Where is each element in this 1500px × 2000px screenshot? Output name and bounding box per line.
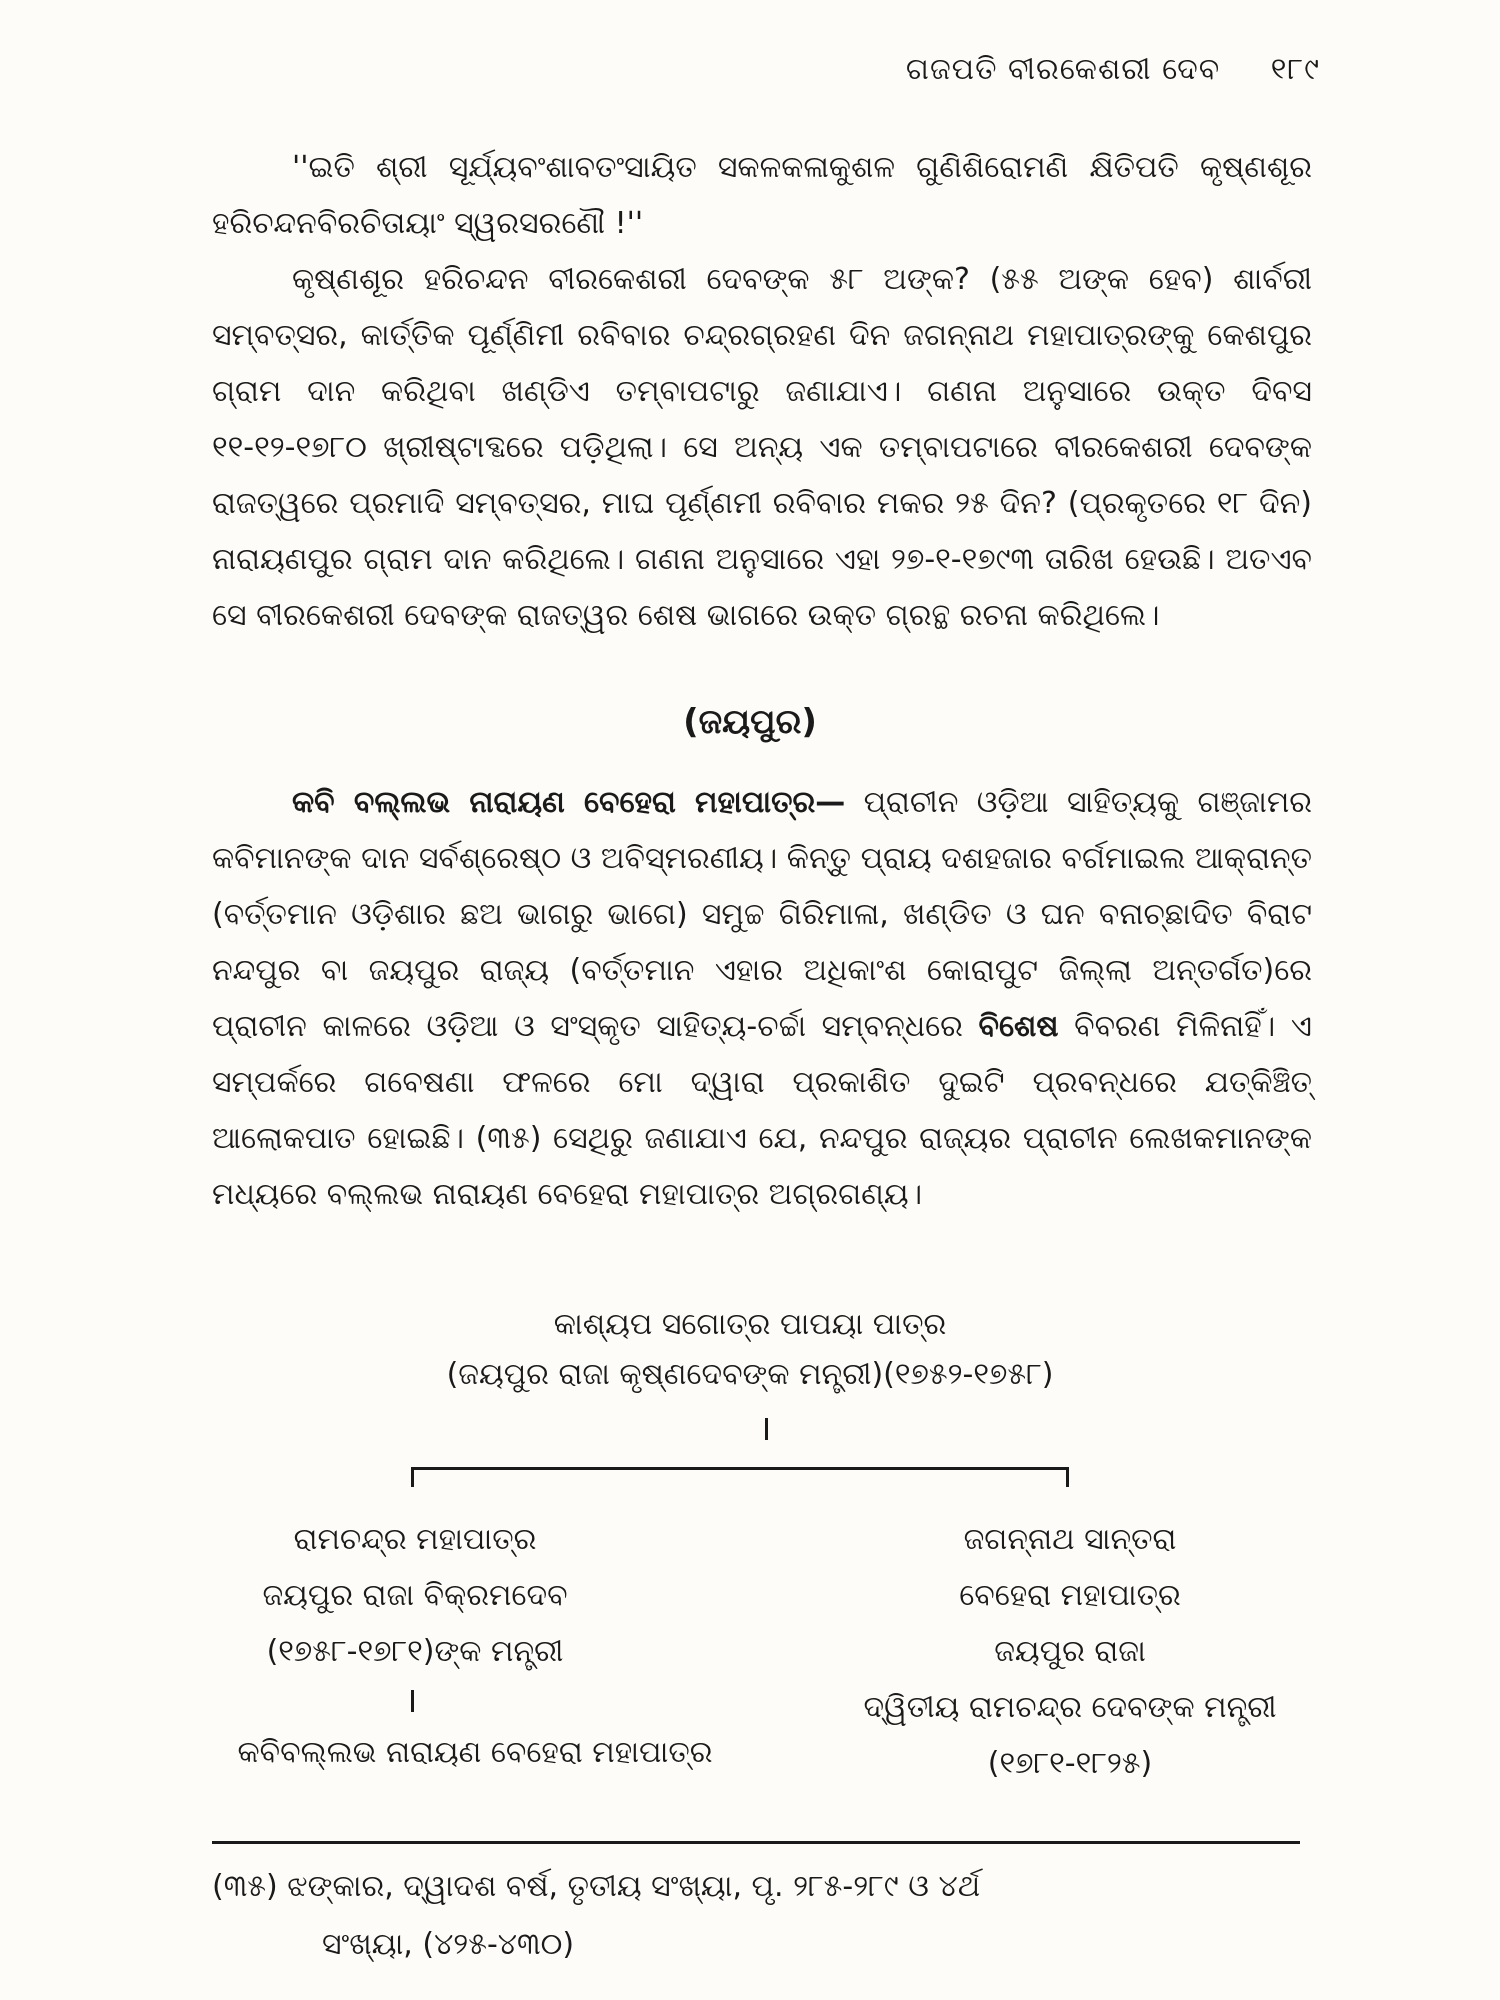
paragraph-2-body (212, 775, 1312, 1223)
paragraph-2 (212, 775, 1312, 1223)
paragraph-2-text-b: ବିବରଣ ମିଳିନାହିଁ। ଏ ସମ୍ପର୍କରେ ଗବେଷଣା ଫଳରେ ମୋ ଦ୍ୱାରା ପ୍ରକାଶିତ ଦୁଇଟି ପ୍ରବନ୍ଧରେ ଯତ୍‌କିଞ୍ଚିତ୍ ଆଲୋକପାତ ହୋଇଛି। (୩୫) ସେଥିରୁ ଜଣାଯାଏ ଯେ, ନନ୍ଦପୁର ରାଜ୍ୟର ପ୍ରାଚୀନ ଲେଖକମାନଙ୍କ ମଧ୍ୟରେ ବଲ୍ଲଭ ନାରାୟଣ ବେହେରା ମହାପାତ୍ର ଅଗ୍ରଗଣ୍ୟ। (212, 1009, 1312, 1212)
left-child: କବିବଲ୍ଲଭ ନାରାୟଣ ବେହେରା ମହାପାତ୍ର (237, 1735, 713, 1770)
quote-block (212, 140, 1312, 252)
genealogy-right-branch (850, 1512, 1290, 1792)
right-line-2: ବେହେରା ମହାପାତ୍ର (959, 1578, 1181, 1613)
tree-branch-bar (411, 1467, 1069, 1470)
genealogy-left-branch (230, 1512, 600, 1680)
paragraph-2-lead: କବି ବଲ୍ଲଭ ନାରାୟଣ ବେହେରା ମହାପାତ୍ର— (292, 785, 846, 820)
left-line-1: ରାମଚନ୍ଦ୍ର ମହାପାତ୍ର (293, 1522, 537, 1557)
paragraph-1 (212, 252, 1312, 644)
running-header (906, 52, 1320, 87)
section-heading: (ଜୟପୁର) (683, 702, 817, 742)
paragraph-1-text: କୃଷ୍ଣଶୂର ହରିଚନ୍ଦନ ବୀରକେଶରୀ ଦେବଙ୍କ ୫୮ ଅଙ୍କ? (୫୫ ଅଙ୍କ ହେବ) ଶାର୍ବରୀ ସମ୍ବତ୍ସର, କାର୍ତ୍ତିକ ପୂର୍ଣ୍ଣିମୀ ରବିବାର ଚନ୍ଦ୍ରଗ୍ରହଣ ଦିନ ଜଗନ୍ନାଥ ମହାପାତ୍ରଙ୍କୁ କେଶପୁର ଗ୍ରାମ ଦାନ କରିଥିବା ଖଣ୍ଡିଏ ତମ୍ବାପଟାରୁ ଜଣାଯାଏ। ଗଣନା ଅନୁସାରେ ଉକ୍ତ ଦିବସ ୧୧-୧୨-୧୭୮୦ ଖ୍ରୀଷ୍ଟାବ୍ଦରେ ପଡ଼ିଥିଲା। ସେ ଅନ୍ୟ ଏକ ତମ୍ବାପଟାରେ ବୀରକେଶରୀ ଦେବଙ୍କ ରାଜତ୍ୱରେ ପ୍ରମାଦି ସମ୍ବତ୍ସର, ମାଘ ପୂର୍ଣ୍ଣମୀ ରବିବାର ମକର ୨୫ ଦିନ? (ପ୍ରକୃତରେ ୧୮ ଦିନ) ନାରାୟଣପୁର ଗ୍ରାମ ଦାନ କରିଥିଲେ। ଗଣନା ଅନୁସାରେ ଏହା ୨୭-୧-୧୭୯୩ ତାରିଖ ହେଉଛି। ଅତଏବ ସେ ବୀରକେଶରୀ ଦେବଙ୍କ ରାଜତ୍ୱର ଶେଷ ଭାଗରେ ଉକ୍ତ ଗ୍ରନ୍ଥ ରଚନା କରିଥିଲେ। (212, 262, 1312, 633)
paragraph-2-emph: ବିଶେଷ (978, 1009, 1059, 1044)
genealogy-root-name: କାଶ୍ୟପ ସଗୋତ୍ର ପାପୟା ପାତ୍ର (553, 1307, 947, 1342)
footnote-line-1: (୩୫) ଝଙ୍କାର, ଦ୍ୱାଦଶ ବର୍ଷ, ତୃତୀୟ ସଂଖ୍ୟା, ପୃ. ୨୮୫-୨୮୯ ଓ ୪ର୍ଥ (212, 1869, 981, 1904)
genealogy-root-detail: (ଜୟପୁର ରାଜା କୃଷ୍ଣଦେବଙ୍କ ମନ୍ତ୍ରୀ)(୧୭୫୨-୧୭୫୮) (446, 1357, 1054, 1392)
right-line-5: (୧୭୮୧-୧୮୨୫) (987, 1746, 1153, 1781)
tree-connector-left-child (411, 1690, 414, 1712)
right-line-3: ଜୟପୁର ରାଜା (994, 1634, 1146, 1669)
footnote-line-2: ସଂଖ୍ୟା, (୪୨୫-୪୩୦) (322, 1927, 575, 1962)
tree-connector-left (411, 1467, 414, 1487)
tree-connector-right (1066, 1467, 1069, 1487)
page-number: ୧୮୯ (1270, 52, 1320, 87)
footnote (212, 1858, 1312, 1974)
right-line-4: ଦ୍ୱିତୀୟ ରାମଚନ୍ଦ୍ର ଦେବଙ୍କ ମନ୍ତ୍ରୀ (863, 1690, 1277, 1725)
left-line-2: ଜୟପୁର ରାଜା ବିକ୍ରମଦେବ (262, 1578, 568, 1613)
footnote-divider (212, 1841, 1300, 1844)
quote-text: ''ଇତି ଶ୍ରୀ ସୂର୍ଯ୍ୟବଂଶାବତଂସାୟିତ ସକଳକଳାକୁଶଳ ଗୁଣିଶିରୋମଣି କ୍ଷିତିପତି କୃଷ୍ଣଶୂର ହରିଚନ୍ଦନବିରଚିତାୟାଂ ସ୍ୱରସରଣୌ !'' (212, 150, 1312, 241)
header-title: ଗଜପତି ବୀରକେଶରୀ ଦେବ (905, 52, 1221, 87)
left-line-3: (୧୭୫୮-୧୭୮୧)ଙ୍କ ମନ୍ତ୍ରୀ (266, 1634, 564, 1669)
paragraph-2-text-a: ପ୍ରାଚୀନ ଓଡ଼ିଆ ସାହିତ୍ୟକୁ ଗଞ୍ଜାମର କବିମାନଙ୍କ ଦାନ ସର୍ବଶ୍ରେଷ୍ଠ ଓ ଅବିସ୍ମରଣୀୟ। କିନ୍ତୁ ପ୍ରାୟ ଦଶହଜାର ବର୍ଗମାଇଲ ଆକ୍ରାନ୍ତ (ବର୍ତ୍ତମାନ ଓଡ଼ିଶାର ଛଅ ଭାଗରୁ ଭାଗେ) ସମୁଚ୍ଚ ଗିରିମାଳା, ଖଣ୍ଡିତ ଓ ଘନ ବନାଚ୍ଛାଦିତ ବିରାଟ ନନ୍ଦପୁର ବା ଜୟପୁର ରାଜ୍ୟ (ବର୍ତ୍ତମାନ ଏହାର ଅଧିକାଂଶ କୋରାପୁଟ ଜିଲ୍ଲା ଅନ୍ତର୍ଗତ)ରେ ପ୍ରାଚୀନ କାଳରେ ଓଡ଼ିଆ ଓ ସଂସ୍କୃତ ସାହିତ୍ୟ-ଚର୍ଚ୍ଚା ସମ୍ବନ୍ଧରେ (212, 785, 1312, 1044)
tree-connector-root (765, 1418, 768, 1440)
right-line-1: ଜଗନ୍ନାଥ ସାନ୍ତରା (963, 1522, 1177, 1557)
